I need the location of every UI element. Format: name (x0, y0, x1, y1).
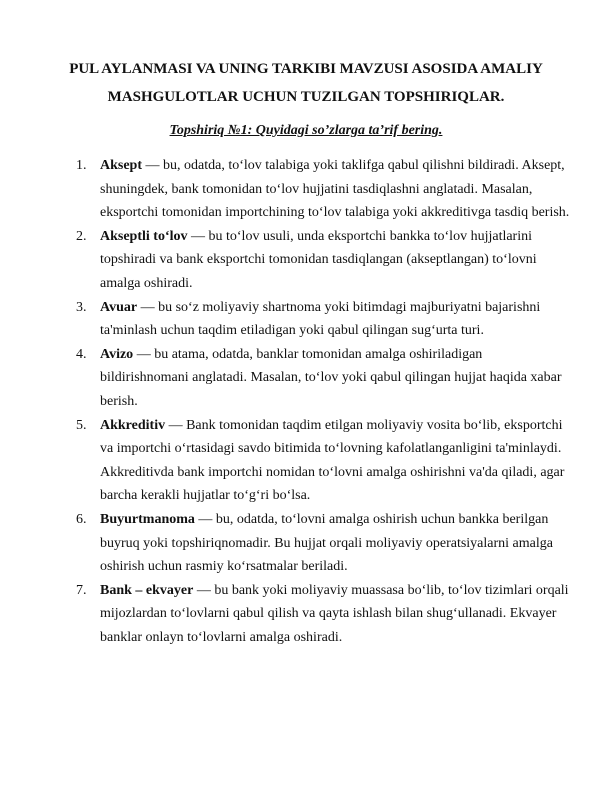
item-term: Akseptli to‘lov (100, 228, 188, 244)
document-title-line-1: PUL AYLANMASI VA UNING TARKIBI MAVZUSI ASOSIDA AMALIY (69, 61, 543, 77)
list-item (76, 296, 570, 343)
item-term: Akkreditiv (100, 417, 166, 433)
item-term: Avizo (100, 346, 134, 362)
item-definition: — Bank tomonidan taqdim etilgan moliyaviy vosita bo‘lib, eksportchi va importchi o‘rtasidagi savdo bitimida to‘lovning kafolatlanganligini ta'minlaydi. Akkreditivda bank importchi nomidan to‘lovni amalga oshirishni va'da qiladi, agar barcha kerakli hujjatlar to‘g‘ri bo‘lsa. (100, 417, 565, 504)
list-item (76, 225, 570, 296)
item-number: 3. (76, 299, 87, 315)
item-number: 7. (76, 582, 87, 598)
list-item (76, 154, 570, 225)
item-definition: — bu so‘z moliyaviy shartnoma yoki bitimdagi majburiyatni bajarishni ta'minlash uchun taqdim etiladigan yoki qabul qilingan sug‘urta turi. (100, 299, 541, 339)
item-number: 4. (76, 346, 87, 362)
item-term: Bank – ekvayer (100, 582, 194, 598)
item-number: 5. (76, 417, 87, 433)
item-number: 1. (76, 158, 87, 173)
item-definition: — bu, odatda, to‘lovni amalga oshirish uchun bankka berilgan buyruq yoki topshiriqnomadir. Bu hujjat orqali moliyaviy operatsiyalarni amalga oshirish uchun rasmiy ko‘rsatmalar beriladi. (100, 511, 553, 575)
item-definition: — bu, odatda, to‘lov talabiga yoki taklifga qabul qilishni bildiradi. Aksept, shuningdek, bank tomonidan to‘lov hujjatini tasdiqlashni anglatadi. Masalan, eksportchi tomonidan importchining to‘lov talabiga yoki akkreditivga tasdiq berish. (100, 158, 570, 221)
document-title-line-2: MASHGULOTLAR UCHUN TUZILGAN TOPSHIRIQLAR. (107, 89, 505, 105)
item-definition: — bu atama, odatda, banklar tomonidan amalga oshiriladigan bildirishnomani anglatadi. Masalan, to‘lov yoki qabul qilingan hujjat haqida xabar berish. (100, 346, 562, 409)
list-item (76, 414, 570, 508)
item-definition: — bu bank yoki moliyaviy muassasa bo‘lib, to‘lov tizimlari orqali mijozlardan to‘lovlarni qabul qilish va qayta ishlash bilan shug‘ullanadi. Ekvayer banklar onlayn to‘lovlarni amalga oshiradi. (100, 582, 569, 645)
list-item (76, 343, 570, 414)
task-heading: Topshiriq №1: Quyidagi so’zlarga ta’rif bering. (169, 123, 443, 138)
list-item (76, 579, 570, 650)
item-number: 2. (76, 228, 87, 244)
item-term: Aksept (100, 158, 143, 173)
definitions-list (76, 154, 570, 649)
item-number: 6. (76, 511, 87, 527)
list-item (76, 508, 570, 579)
item-term: Avuar (100, 299, 138, 315)
item-definition: — bu to‘lov usuli, unda eksportchi bankka to‘lov hujjatlarini topshiradi va bank eksportchi tomonidan tasdiqlangan (akseptlangan) to‘lovni amalga oshiradi. (100, 228, 537, 291)
item-term: Buyurtmanoma (100, 511, 195, 527)
